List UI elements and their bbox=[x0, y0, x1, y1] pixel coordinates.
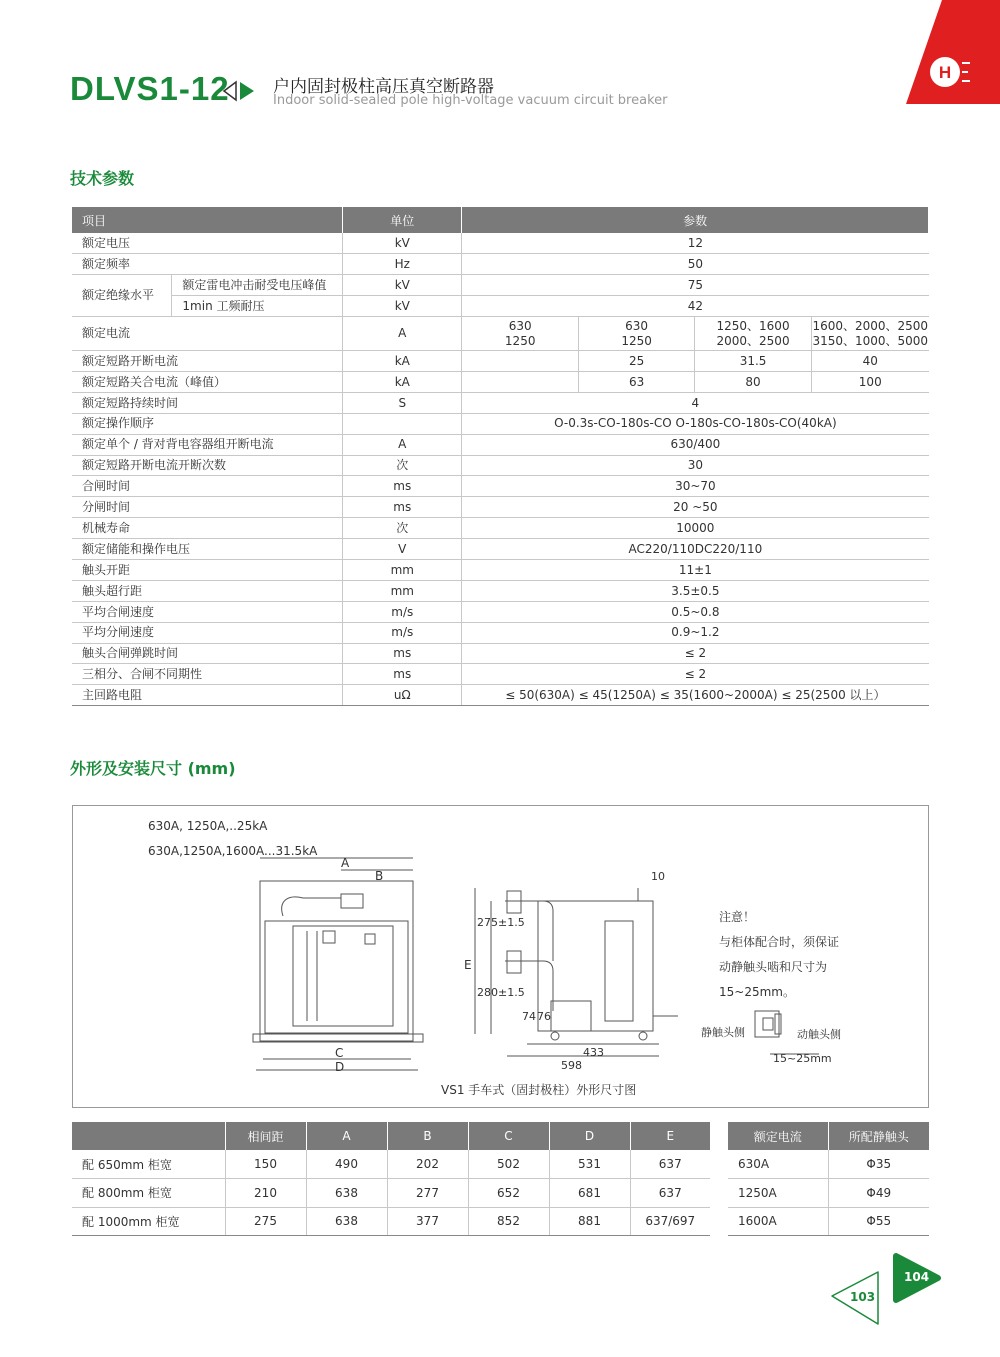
row-value bbox=[462, 371, 579, 392]
col-header: 相间距 bbox=[225, 1122, 306, 1150]
dim-label-a: A bbox=[341, 856, 350, 870]
cell: 490 bbox=[306, 1150, 387, 1179]
table-row bbox=[72, 317, 929, 351]
row-value: 50 bbox=[462, 254, 929, 275]
table-row bbox=[72, 275, 929, 296]
dim-label-280: 280±1.5 bbox=[477, 986, 525, 999]
row-value: 630 1250 bbox=[462, 317, 579, 351]
table-row bbox=[72, 664, 929, 685]
cell: 202 bbox=[387, 1150, 468, 1179]
row-unit: m/s bbox=[343, 622, 462, 643]
row-unit: A bbox=[343, 434, 462, 455]
page-title-en: Indoor solid-sealed pole high-voltage vacuum circuit breaker bbox=[273, 93, 668, 108]
spec-header-row bbox=[72, 207, 929, 233]
row-unit: Hz bbox=[343, 254, 462, 275]
logo-letter: H bbox=[938, 63, 952, 82]
page-number-left: 103 bbox=[850, 1290, 876, 1304]
cell: Φ55 bbox=[828, 1207, 929, 1236]
row-unit: mm bbox=[343, 559, 462, 580]
table-row bbox=[72, 413, 929, 434]
row-value: 40 bbox=[812, 351, 929, 372]
table-row bbox=[72, 254, 929, 275]
section-heading-spec: 技术参数 bbox=[70, 169, 135, 188]
cell: 531 bbox=[549, 1150, 630, 1179]
dim-label-d: D bbox=[335, 1060, 345, 1074]
cell: Φ49 bbox=[828, 1179, 929, 1208]
dimension-table bbox=[72, 1122, 710, 1236]
row-label: 主回路电阻 bbox=[72, 685, 343, 706]
dim-label-74: 74 bbox=[522, 1010, 536, 1023]
row-value: 1250、1600 2000、2500 bbox=[695, 317, 812, 351]
row-value: 42 bbox=[462, 296, 929, 317]
row-value: 30~70 bbox=[462, 476, 929, 497]
row-value: AC220/110DC220/110 bbox=[462, 539, 929, 560]
cell: 638 bbox=[306, 1207, 387, 1236]
drawing-spec-line1: 630A, 1250A,..25kA bbox=[148, 819, 268, 833]
row-label: 额定雷电冲击耐受电压峰值 bbox=[172, 275, 343, 296]
row-value: 63 bbox=[579, 371, 695, 392]
row-value: 25 bbox=[579, 351, 695, 372]
row-label: 触头超行距 bbox=[72, 580, 343, 601]
cell: 210 bbox=[225, 1179, 306, 1208]
row-value: 31.5 bbox=[695, 351, 812, 372]
corner-logo bbox=[900, 0, 1000, 104]
table-row bbox=[72, 296, 929, 317]
row-value: 80 bbox=[695, 371, 812, 392]
table-row bbox=[728, 1150, 929, 1179]
row-label: 额定操作顺序 bbox=[72, 413, 343, 434]
spec-table bbox=[72, 207, 929, 706]
dim-label-c: C bbox=[335, 1046, 344, 1060]
cell: 377 bbox=[387, 1207, 468, 1236]
row-value: 0.5~0.8 bbox=[462, 601, 929, 622]
engagement-note bbox=[719, 905, 839, 1005]
table-row bbox=[72, 601, 929, 622]
row-unit: 次 bbox=[343, 518, 462, 539]
row-value: O-0.3s-CO-180s-CO O-180s-CO-180s-CO(40kA) bbox=[462, 413, 929, 434]
table-row bbox=[72, 476, 929, 497]
model-number: DLVS1-12 bbox=[70, 70, 230, 107]
row-unit: uΩ bbox=[343, 685, 462, 706]
cell: 652 bbox=[468, 1179, 549, 1208]
row-label: 配 650mm 柜宽 bbox=[72, 1150, 225, 1179]
col-header: 额定电流 bbox=[728, 1122, 828, 1150]
row-group-label: 额定绝缘水平 bbox=[72, 275, 172, 317]
cell: 630A bbox=[728, 1150, 828, 1179]
table-row bbox=[72, 1179, 710, 1208]
row-value: 4 bbox=[462, 392, 929, 413]
row-label: 平均分闸速度 bbox=[72, 622, 343, 643]
row-label: 机械寿命 bbox=[72, 518, 343, 539]
note-line: 15~25mm。 bbox=[719, 985, 795, 999]
dim-label-b: B bbox=[375, 869, 384, 883]
drawing-spec-line2: 630A,1250A,1600A...31.5kA bbox=[148, 844, 318, 858]
row-value: 11±1 bbox=[462, 559, 929, 580]
table-row bbox=[72, 371, 929, 392]
row-unit: S bbox=[343, 392, 462, 413]
row-unit: kA bbox=[343, 351, 462, 372]
row-value: 630/400 bbox=[462, 434, 929, 455]
table-row bbox=[72, 233, 929, 254]
cell: 881 bbox=[549, 1207, 630, 1236]
row-value: 630 1250 bbox=[579, 317, 695, 351]
col-item: 项目 bbox=[72, 207, 343, 233]
row-label: 额定单个 / 背对背电容器组开断电流 bbox=[72, 434, 343, 455]
cell: 275 bbox=[225, 1207, 306, 1236]
row-label: 平均合闸速度 bbox=[72, 601, 343, 622]
row-unit: kV bbox=[343, 233, 462, 254]
table-row bbox=[72, 351, 929, 372]
row-label: 额定短路持续时间 bbox=[72, 392, 343, 413]
table-row bbox=[728, 1179, 929, 1208]
row-value: 100 bbox=[812, 371, 929, 392]
table-row bbox=[72, 434, 929, 455]
row-unit: kV bbox=[343, 296, 462, 317]
table-row bbox=[72, 559, 929, 580]
note-line: 动静触头啮和尺寸为 bbox=[719, 960, 828, 974]
table-row bbox=[72, 1207, 710, 1236]
row-value: 75 bbox=[462, 275, 929, 296]
section-heading-drawing: 外形及安装尺寸 (mm) bbox=[70, 759, 236, 778]
col-header: C bbox=[468, 1122, 549, 1150]
page-number-right: 104 bbox=[904, 1270, 930, 1284]
row-unit bbox=[343, 413, 462, 434]
cell: 502 bbox=[468, 1150, 549, 1179]
cell: Φ35 bbox=[828, 1150, 929, 1179]
row-value: 30 bbox=[462, 455, 929, 476]
cell: 1250A bbox=[728, 1179, 828, 1208]
row-value: 12 bbox=[462, 233, 929, 254]
row-unit: A bbox=[343, 317, 462, 351]
cell: 150 bbox=[225, 1150, 306, 1179]
col-header: D bbox=[549, 1122, 630, 1150]
row-unit: mm bbox=[343, 580, 462, 601]
row-label: 合闸时间 bbox=[72, 476, 343, 497]
page-number-badges bbox=[826, 1250, 946, 1330]
dim-label-76: 76 bbox=[537, 1010, 551, 1023]
table-row bbox=[72, 392, 929, 413]
row-label: 额定储能和操作电压 bbox=[72, 539, 343, 560]
col-header: B bbox=[387, 1122, 468, 1150]
cell: 277 bbox=[387, 1179, 468, 1208]
row-value: ≤ 2 bbox=[462, 643, 929, 664]
row-label: 额定短路开断电流开断次数 bbox=[72, 455, 343, 476]
row-value: 0.9~1.2 bbox=[462, 622, 929, 643]
row-label: 三相分、合闸不同期性 bbox=[72, 664, 343, 685]
row-label: 额定短路关合电流（峰值） bbox=[72, 371, 343, 392]
row-value: 3.5±0.5 bbox=[462, 580, 929, 601]
table-row bbox=[72, 580, 929, 601]
table-row bbox=[728, 1207, 929, 1236]
dimension-header-row bbox=[72, 1122, 710, 1150]
row-unit: 次 bbox=[343, 455, 462, 476]
table-row bbox=[72, 518, 929, 539]
row-unit: kA bbox=[343, 371, 462, 392]
row-value bbox=[462, 351, 579, 372]
dim-label-433: 433 bbox=[583, 1046, 604, 1059]
row-unit: ms bbox=[343, 476, 462, 497]
table-row bbox=[72, 1150, 710, 1179]
table-row bbox=[72, 685, 929, 706]
col-header: 所配静触头 bbox=[828, 1122, 929, 1150]
table-row bbox=[72, 539, 929, 560]
row-label: 触头开距 bbox=[72, 559, 343, 580]
cell: 681 bbox=[549, 1179, 630, 1208]
row-unit: ms bbox=[343, 497, 462, 518]
static-contact-side-label: 静触头侧 bbox=[701, 1026, 745, 1039]
play-arrow-icon bbox=[222, 78, 262, 104]
row-label: 1min 工频耐压 bbox=[172, 296, 343, 317]
row-unit: V bbox=[343, 539, 462, 560]
dim-label-10: 10 bbox=[651, 870, 665, 883]
row-label: 分闸时间 bbox=[72, 497, 343, 518]
drawing-caption: VS1 手车式（固封极柱）外形尺寸图 bbox=[441, 1083, 637, 1097]
row-label: 配 1000mm 柜宽 bbox=[72, 1207, 225, 1236]
col-unit: 单位 bbox=[343, 207, 462, 233]
page-title-cn: 户内固封极柱高压真空断路器 bbox=[273, 77, 494, 97]
table-row bbox=[72, 497, 929, 518]
cell: 852 bbox=[468, 1207, 549, 1236]
cell: 637 bbox=[630, 1179, 710, 1208]
col-header bbox=[72, 1122, 225, 1150]
contact-gap-label: 15~25mm bbox=[773, 1052, 832, 1065]
table-row bbox=[72, 455, 929, 476]
row-value: ≤ 50(630A) ≤ 45(1250A) ≤ 35(1600~2000A) ≤ 25(2500 以上） bbox=[462, 685, 929, 706]
table-row bbox=[72, 622, 929, 643]
col-header: A bbox=[306, 1122, 387, 1150]
cell: 1600A bbox=[728, 1207, 828, 1236]
dim-label-598: 598 bbox=[561, 1059, 582, 1072]
cell: 637 bbox=[630, 1150, 710, 1179]
row-unit: ms bbox=[343, 664, 462, 685]
row-unit: kV bbox=[343, 275, 462, 296]
col-param: 参数 bbox=[462, 207, 929, 233]
row-label: 额定电流 bbox=[72, 317, 343, 351]
row-value: 10000 bbox=[462, 518, 929, 539]
row-label: 额定电压 bbox=[72, 233, 343, 254]
cell: 637/697 bbox=[630, 1207, 710, 1236]
moving-contact-side-label: 动触头侧 bbox=[797, 1028, 841, 1041]
row-unit: ms bbox=[343, 643, 462, 664]
row-value: 20 ~50 bbox=[462, 497, 929, 518]
row-label: 配 800mm 柜宽 bbox=[72, 1179, 225, 1208]
contact-table bbox=[728, 1122, 929, 1236]
row-label: 触头合闸弹跳时间 bbox=[72, 643, 343, 664]
row-unit: m/s bbox=[343, 601, 462, 622]
table-row bbox=[72, 643, 929, 664]
col-header: E bbox=[630, 1122, 710, 1150]
row-value: ≤ 2 bbox=[462, 664, 929, 685]
dim-label-275: 275±1.5 bbox=[477, 916, 525, 929]
dim-label-e: E bbox=[464, 958, 472, 972]
note-line: 注意！ bbox=[719, 910, 756, 924]
note-line: 与柜体配合时，须保证 bbox=[719, 935, 840, 949]
row-label: 额定频率 bbox=[72, 254, 343, 275]
row-label: 额定短路开断电流 bbox=[72, 351, 343, 372]
cell: 638 bbox=[306, 1179, 387, 1208]
contact-header-row bbox=[728, 1122, 929, 1150]
row-value: 1600、2000、2500 3150、1000、5000 bbox=[812, 317, 929, 351]
